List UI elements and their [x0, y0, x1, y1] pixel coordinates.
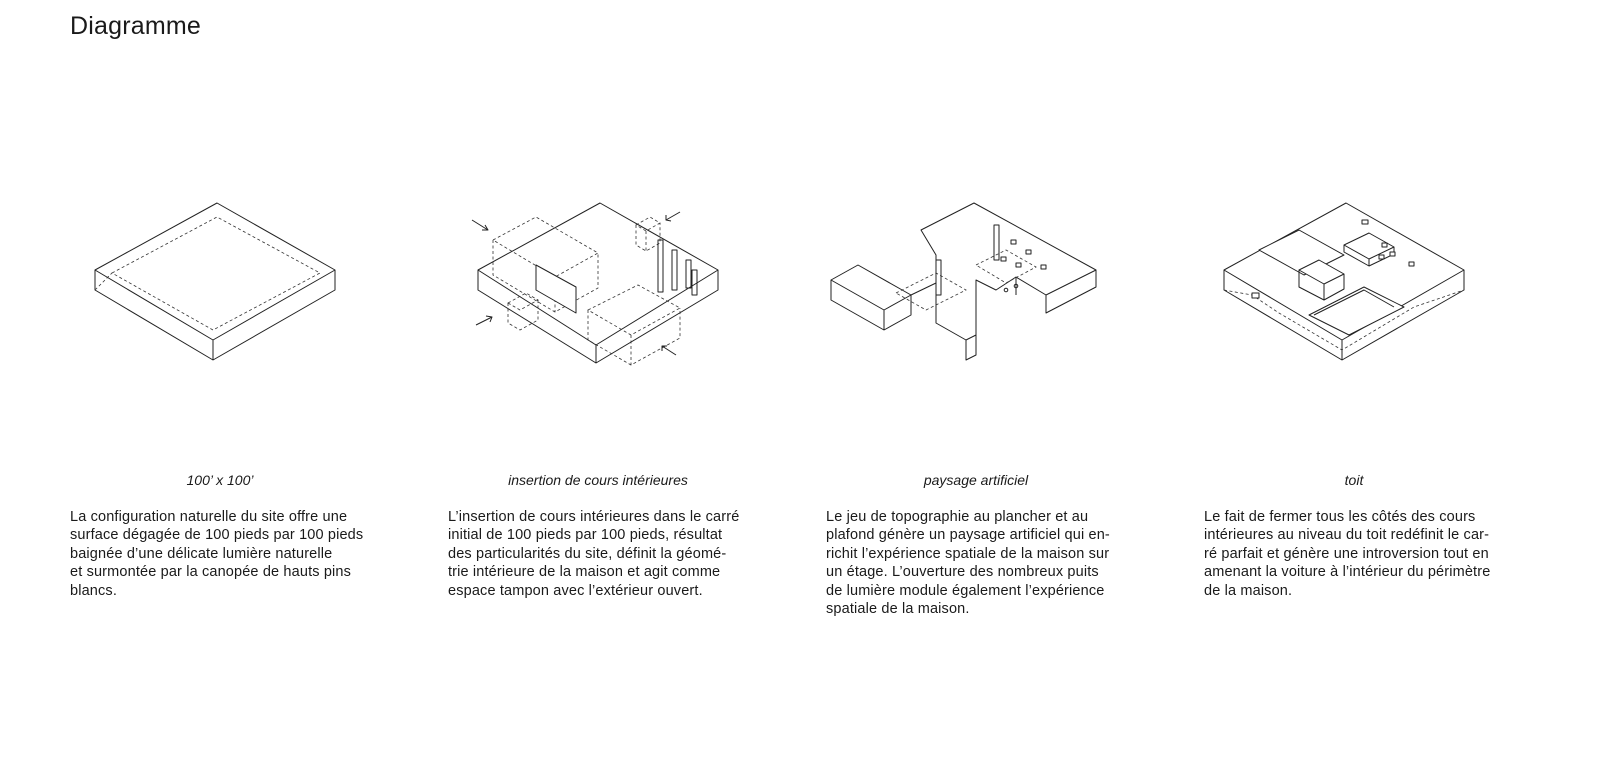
- isometric-courtyards-drawing: [448, 195, 788, 375]
- page-title: Diagramme: [70, 12, 201, 40]
- caption-courtyards: insertion de cours intérieures: [508, 472, 688, 488]
- diagram-panel-site: [70, 0, 410, 764]
- isometric-landscape-drawing: [826, 195, 1166, 375]
- caption-roof: toit: [1344, 472, 1364, 488]
- isometric-slab-drawing: [70, 195, 410, 375]
- description-site: La configuration naturelle du site offre une surface dégagée de 100 pieds par 100 pieds baignée d’une délicate lumière naturelle et surmontée par la canopée de hauts pins blancs.: [70, 509, 364, 599]
- diagram-panel-courtyards: [448, 0, 788, 764]
- description-courtyards: L’insertion de cours intérieures dans le carré initial de 100 pieds par 100 pieds, résultat des particularités du site, définit la géomé- trie intérieure de la maison et agit comme espace tampon avec l’extérieur ouvert.: [448, 509, 740, 599]
- description-roof: Le fait de fermer tous les côtés des cours intérieures au niveau du toit redéfinit le car- ré parfait et génère une introversion tout en amenant la voiture à l’intérieur du périmètre de la maison.: [1204, 509, 1491, 599]
- diagram-panel-roof: [1204, 0, 1544, 764]
- caption-site: 100’ x 100’: [186, 472, 254, 488]
- diagram-panel-landscape: [826, 0, 1166, 764]
- description-landscape: Le jeu de topographie au plancher et au plafond génère un paysage artificiel qui en- richit l’expérience spatiale de la maison sur un étage. L’ouverture des nombreux puits de lumière module également l’expérience spatiale de la maison.: [826, 509, 1110, 618]
- isometric-roof-drawing: [1204, 195, 1544, 375]
- caption-landscape: paysage artificiel: [923, 472, 1029, 488]
